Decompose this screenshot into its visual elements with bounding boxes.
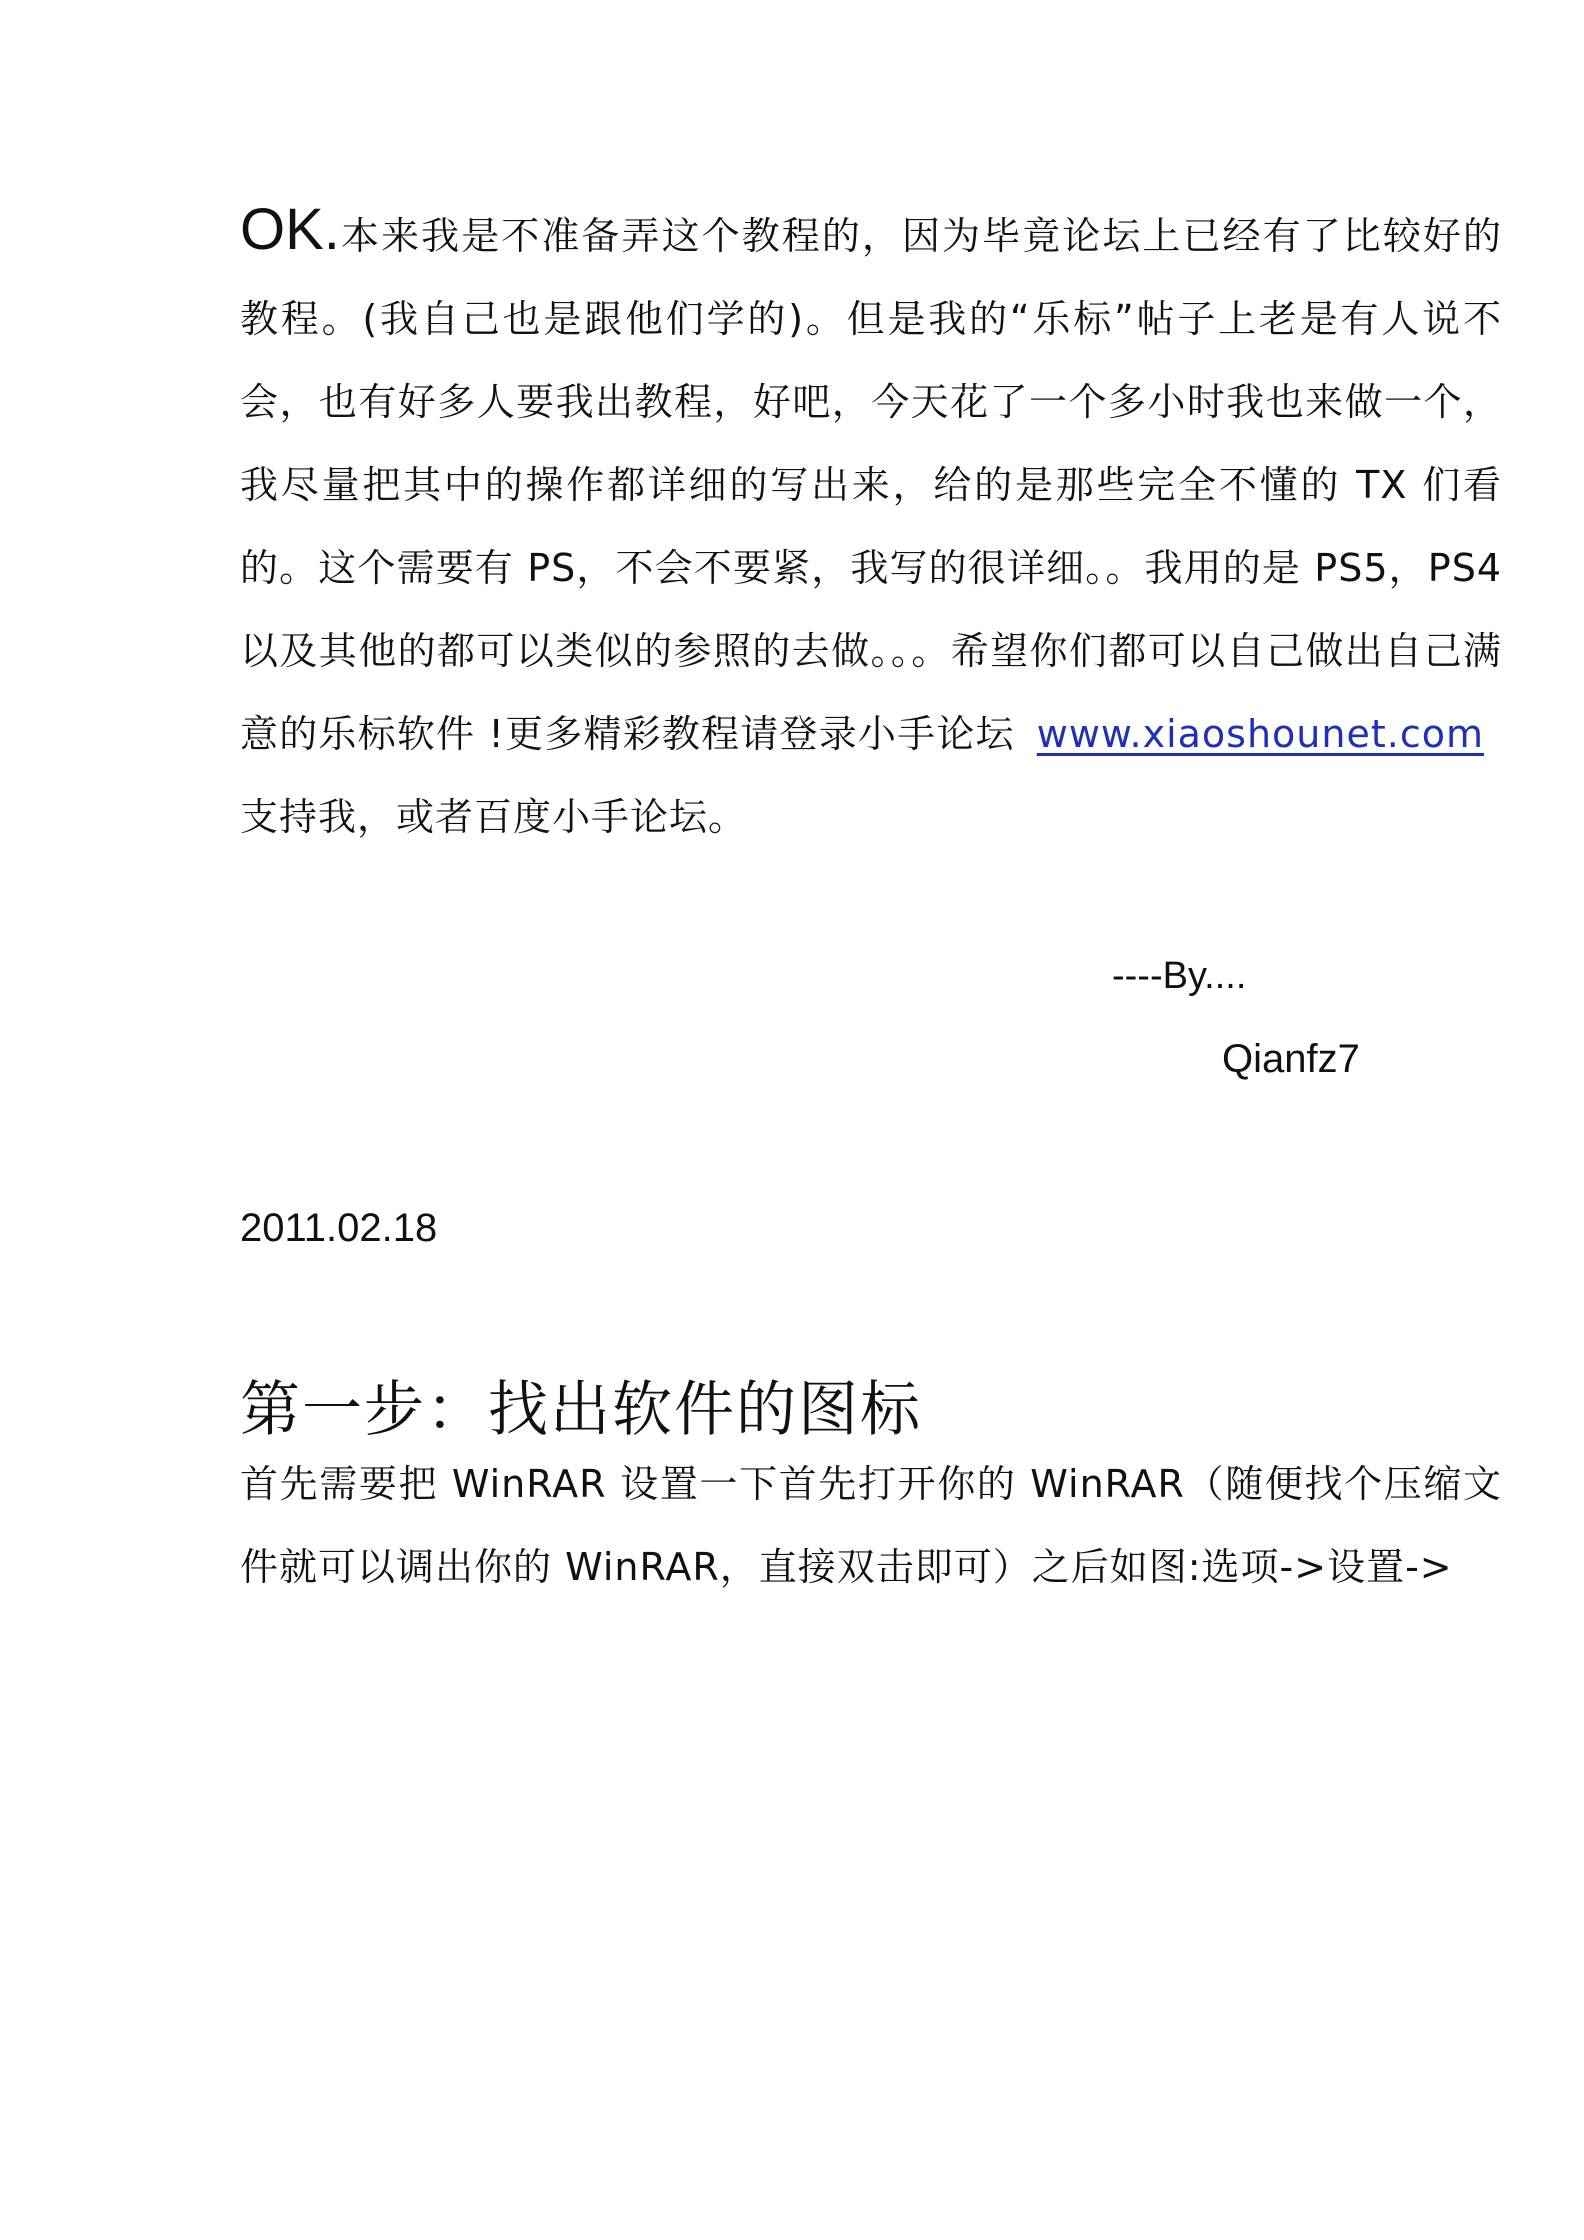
forum-link[interactable]: www.xiaoshounet.com (1036, 712, 1484, 756)
signature-name: Qianfz7 (1222, 1037, 1360, 1081)
intro-paragraph (240, 188, 1502, 859)
step-body: 首先需要把 WinRAR 设置一下首先打开你的 WinRAR（随便找个压缩文件就可以调出你的 WinRAR，直接双击即可）之后如图:选项->设置-> (240, 1462, 1502, 1589)
intro-text: 本来我是不准备弄这个教程的，因为毕竟论坛上已经有了比较好的教程。(我自己也是跟他们学的)。但是我的“乐标”帖子上老是有人说不会，也有好多人要我出教程，好吧，今天花了一个多小时我也来做一个，我尽量把其中的操作都详细的写出来，给的是那些完全不懂的 TX 们看的。这个需要有 PS，不会不要紧，我写的很详细。。我用的是 PS5，PS4 以及其他的都可以类似的参照的去做。。。希望你们都可以自己做出自己满意的乐标软件 !更多精彩教程请登录小手论坛 (240, 214, 1502, 756)
signature-by: ----By.... (1112, 955, 1247, 997)
date: 2011.02.18 (240, 1206, 438, 1250)
intro-ok: OK. (240, 197, 340, 262)
step-heading: 第一步：找出软件的图标 (240, 1375, 922, 1445)
intro-text-end: 支持我，或者百度小手论坛。 (240, 795, 748, 839)
